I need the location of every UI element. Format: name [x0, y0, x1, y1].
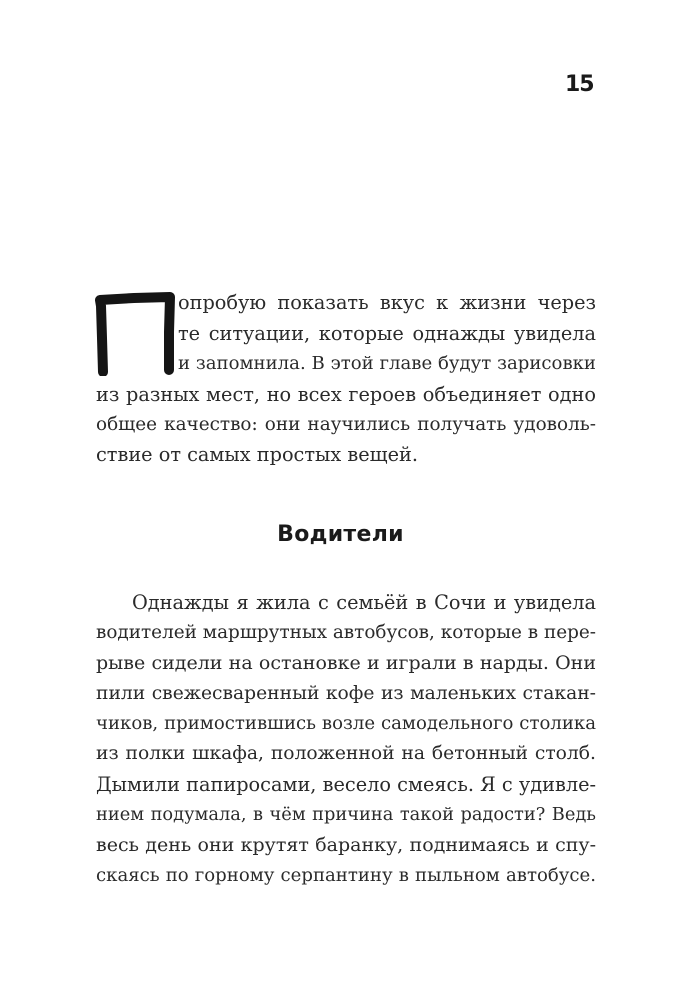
drop-cap-letter-icon — [94, 292, 176, 376]
section-line-5: чиков, примостившись возле самодельного столика — [96, 713, 596, 734]
section-line-1: Однажды я жила с семьёй в Сочи и увидела — [132, 591, 596, 614]
section-heading: Водители — [277, 522, 404, 547]
intro-line-3: и запомнила. В этой главе будут зарисовки — [178, 353, 596, 374]
intro-line-5: общее качество: они научились получать удоволь- — [96, 414, 596, 435]
section-line-6: из полки шкафа, положенной на бетонный столб. — [96, 743, 596, 764]
intro-line-6: ствие от самых простых вещей. — [96, 443, 418, 466]
section-line-10: скаясь по горному серпантину в пыльном автобусе. — [96, 865, 596, 886]
drop-cap — [94, 292, 176, 376]
section-line-8: нием подумала, в чём причина такой радости? Ведь — [96, 804, 596, 825]
section-line-4: пили свежесваренный кофе из маленьких стакан- — [96, 683, 596, 704]
section-line-9: весь день они крутят баранку, поднимаясь и спу- — [96, 834, 596, 856]
intro-line-4: из разных мест, но всех героев объединяет одно — [96, 383, 596, 406]
section-line-7: Дымили папиросами, весело смеясь. Я с удивле- — [96, 773, 596, 796]
intro-line-2: те ситуации, которые однажды увидела — [178, 322, 596, 345]
section-line-2: водителей маршрутных автобусов, которые в пере- — [96, 622, 596, 643]
page-number: 15 — [565, 72, 594, 97]
intro-line-1: опробую показать вкус к жизни через — [178, 291, 596, 314]
section-line-3: рыве сидели на остановке и играли в нарды. Они — [96, 652, 596, 674]
